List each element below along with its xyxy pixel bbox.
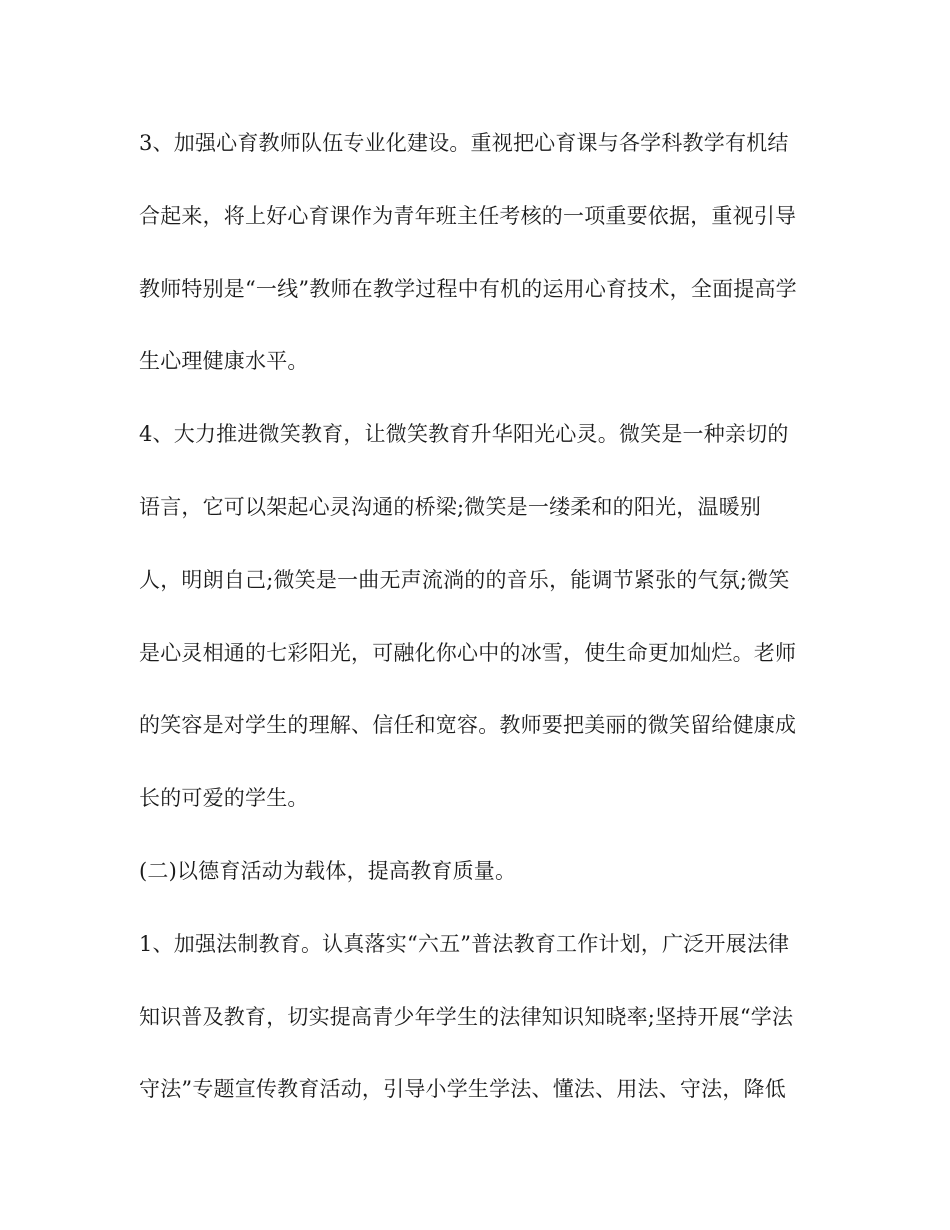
text-line: 1、加强法制教育。认真落实“六五”普法教育工作计划，广泛开展法律 [139,932,790,956]
text-line: 生心理健康水平。 [139,349,309,373]
text-line: 4、大力推进微笑教育，让微笑教育升华阳光心灵。微笑是一种亲切的 [139,422,789,446]
text-line: 教师特别是“一线”教师在教学过程中有机的运用心育技术，全面提高学 [139,277,797,301]
section-heading: (二)以德育活动为载体，提高教育质量。 [139,859,517,883]
text-line: 是心灵相通的七彩阳光，可融化你心中的冰雪，使生命更加灿烂。老师 [139,641,797,665]
text-line: 长的可爱的学生。 [139,786,309,810]
text-line: 语言，它可以架起心灵沟通的桥梁;微笑是一缕柔和的阳光，温暖别 [139,495,762,519]
text-line: 守法”专题宣传教育活动，引导小学生学法、懂法、用法、守法，降低 [139,1077,786,1101]
text-line: 3、加强心育教师队伍专业化建设。重视把心育课与各学科教学有机结 [139,131,789,155]
text-line: 人，明朗自己;微笑是一曲无声流淌的的音乐，能调节紧张的气氛;微笑 [139,568,790,592]
text-line: 知识普及教育，切实提高青少年学生的法律知识知晓率;坚持开展“学法 [139,1005,794,1029]
text-line: 的笑容是对学生的理解、信任和宽容。教师要把美丽的微笑留给健康成 [139,713,797,737]
text-line: 合起来，将上好心育课作为青年班主任考核的一项重要依据，重视引导 [139,204,797,228]
